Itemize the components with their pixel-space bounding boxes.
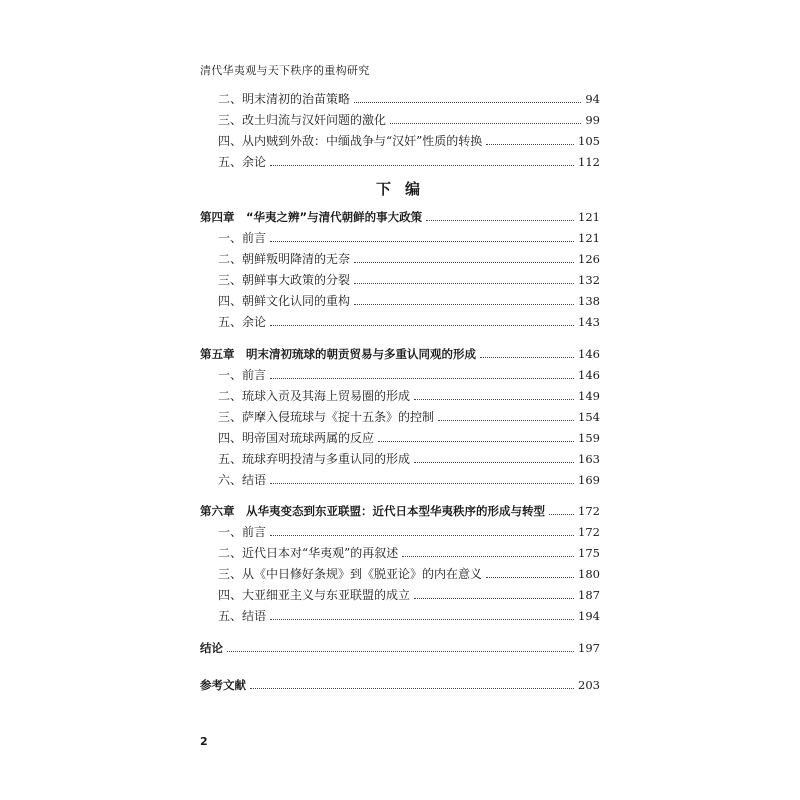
leader-dots (270, 241, 574, 242)
toc-entry-label: 一、前言 (218, 525, 267, 539)
leader-dots (354, 304, 574, 305)
leader-dots (414, 598, 574, 599)
toc-entry-page: 154 (578, 410, 600, 424)
leader-dots (390, 123, 581, 124)
toc-entry-page: 149 (578, 389, 600, 403)
leader-dots (270, 325, 574, 326)
leader-dots (549, 514, 574, 515)
toc-entry (218, 565, 600, 583)
toc-entry-label: 二、琉球入贡及其海上贸易圈的形成 (218, 389, 411, 403)
toc-entry-label: 三、朝鲜事大政策的分裂 (218, 273, 351, 287)
leader-dots (270, 483, 574, 484)
leader-dots (414, 462, 574, 463)
chapter-page: 172 (578, 504, 600, 518)
toc-entry (218, 250, 600, 268)
running-header: 清代华夷观与天下秩序的重构研究 (200, 64, 370, 77)
toc-entry-page: 175 (578, 546, 600, 560)
toc-entry-label: 五、余论 (218, 315, 267, 329)
conclusion-entry (200, 639, 600, 657)
toc-entry-label: 四、明帝国对琉球两属的反应 (218, 431, 375, 445)
chapter-page: 121 (578, 210, 600, 224)
toc-entry (218, 408, 600, 426)
leader-dots (354, 262, 574, 263)
toc-entry-label: 一、前言 (218, 231, 267, 245)
toc-entry-label: 五、余论 (218, 155, 267, 169)
toc-entry-label: 三、改土归流与汉奸问题的激化 (218, 113, 387, 127)
conclusion-page: 197 (578, 641, 600, 655)
toc-entry (218, 523, 600, 541)
chapter-heading (200, 502, 600, 520)
leader-dots (270, 378, 574, 379)
chapter-heading (200, 208, 600, 226)
toc-entry-label: 四、大亚细亚主义与东亚联盟的成立 (218, 588, 411, 602)
chapter-title: 第四章 “华夷之辨”与清代朝鲜的事大政策 (200, 210, 423, 224)
chapter-title: 第五章 明末清初琉球的朝贡贸易与多重认同观的形成 (200, 347, 476, 361)
chapter-heading (200, 345, 600, 363)
leader-dots (270, 619, 574, 620)
toc-entry-page: 94 (585, 92, 600, 106)
toc-entry-page: 172 (578, 525, 600, 539)
toc-entry-label: 一、前言 (218, 368, 267, 382)
toc-entry-label: 三、从《中日修好条规》到《脱亚论》的内在意义 (218, 567, 483, 581)
toc-entry-label: 三、萨摩入侵琉球与《掟十五条》的控制 (218, 410, 435, 424)
toc-entry-page: 143 (578, 315, 600, 329)
references-entry (200, 676, 600, 694)
toc-entry-label: 五、琉球弃明投清与多重认同的形成 (218, 452, 411, 466)
leader-dots (378, 441, 574, 442)
toc-entry (218, 132, 600, 150)
leader-dots (438, 420, 574, 421)
leader-dots (354, 283, 574, 284)
chapter-title: 第六章 从华夷变态到东亚联盟：近代日本型华夷秩序的形成与转型 (200, 504, 545, 518)
leader-dots (486, 144, 574, 145)
toc-entry-page: 132 (578, 273, 600, 287)
toc-entry-page: 159 (578, 431, 600, 445)
toc-entry-page: 146 (578, 368, 600, 382)
leader-dots (354, 102, 581, 103)
toc-entry-page: 194 (578, 609, 600, 623)
toc-entry (218, 111, 600, 129)
leader-dots (227, 651, 574, 652)
conclusion-label: 结论 (200, 641, 223, 655)
leader-dots (480, 357, 574, 358)
toc-entry (218, 229, 600, 247)
leader-dots (270, 535, 574, 536)
leader-dots (250, 688, 574, 689)
toc-entry-label: 四、朝鲜文化认同的重构 (218, 294, 351, 308)
toc-entry-page: 138 (578, 294, 600, 308)
part-title: 下编 (376, 180, 435, 198)
toc-entry-label: 二、明末清初的治苗策略 (218, 92, 351, 106)
references-label: 参考文献 (200, 678, 246, 692)
toc-entry-page: 121 (578, 231, 600, 245)
toc-entry-page: 126 (578, 252, 600, 266)
toc-entry (218, 153, 600, 171)
chapter-page: 146 (578, 347, 600, 361)
toc-entry-page: 180 (578, 567, 600, 581)
toc-entry (218, 450, 600, 468)
toc-entry-label: 六、结语 (218, 473, 267, 487)
toc-entry-label: 四、从内贼到外敌：中缅战争与“汉奸”性质的转换 (218, 134, 483, 148)
leader-dots (486, 577, 574, 578)
toc-entry-page: 187 (578, 588, 600, 602)
toc-entry (218, 586, 600, 604)
toc-entry-page: 163 (578, 452, 600, 466)
toc-entry (218, 429, 600, 447)
toc-entry-page: 99 (585, 113, 600, 127)
leader-dots (414, 399, 574, 400)
leader-dots (426, 220, 574, 221)
toc-entry (218, 271, 600, 289)
toc-entry (218, 387, 600, 405)
toc-entry (218, 292, 600, 310)
toc-entry-label: 二、朝鲜叛明降清的无奈 (218, 252, 351, 266)
toc-entry (218, 366, 600, 384)
toc-entry-page: 112 (578, 155, 600, 169)
toc-entry-page: 105 (578, 134, 600, 148)
leader-dots (270, 165, 574, 166)
leader-dots (402, 556, 574, 557)
toc-entry (218, 471, 600, 489)
page-number: 2 (200, 735, 208, 748)
toc-entry (218, 607, 600, 625)
toc-entry (218, 313, 600, 331)
toc-entry (218, 544, 600, 562)
toc-entry (218, 90, 600, 108)
toc-entry-label: 二、近代日本对“华夷观”的再叙述 (218, 546, 399, 560)
toc-entry-page: 169 (578, 473, 600, 487)
toc-entry-label: 五、结语 (218, 609, 267, 623)
references-page: 203 (578, 678, 600, 692)
